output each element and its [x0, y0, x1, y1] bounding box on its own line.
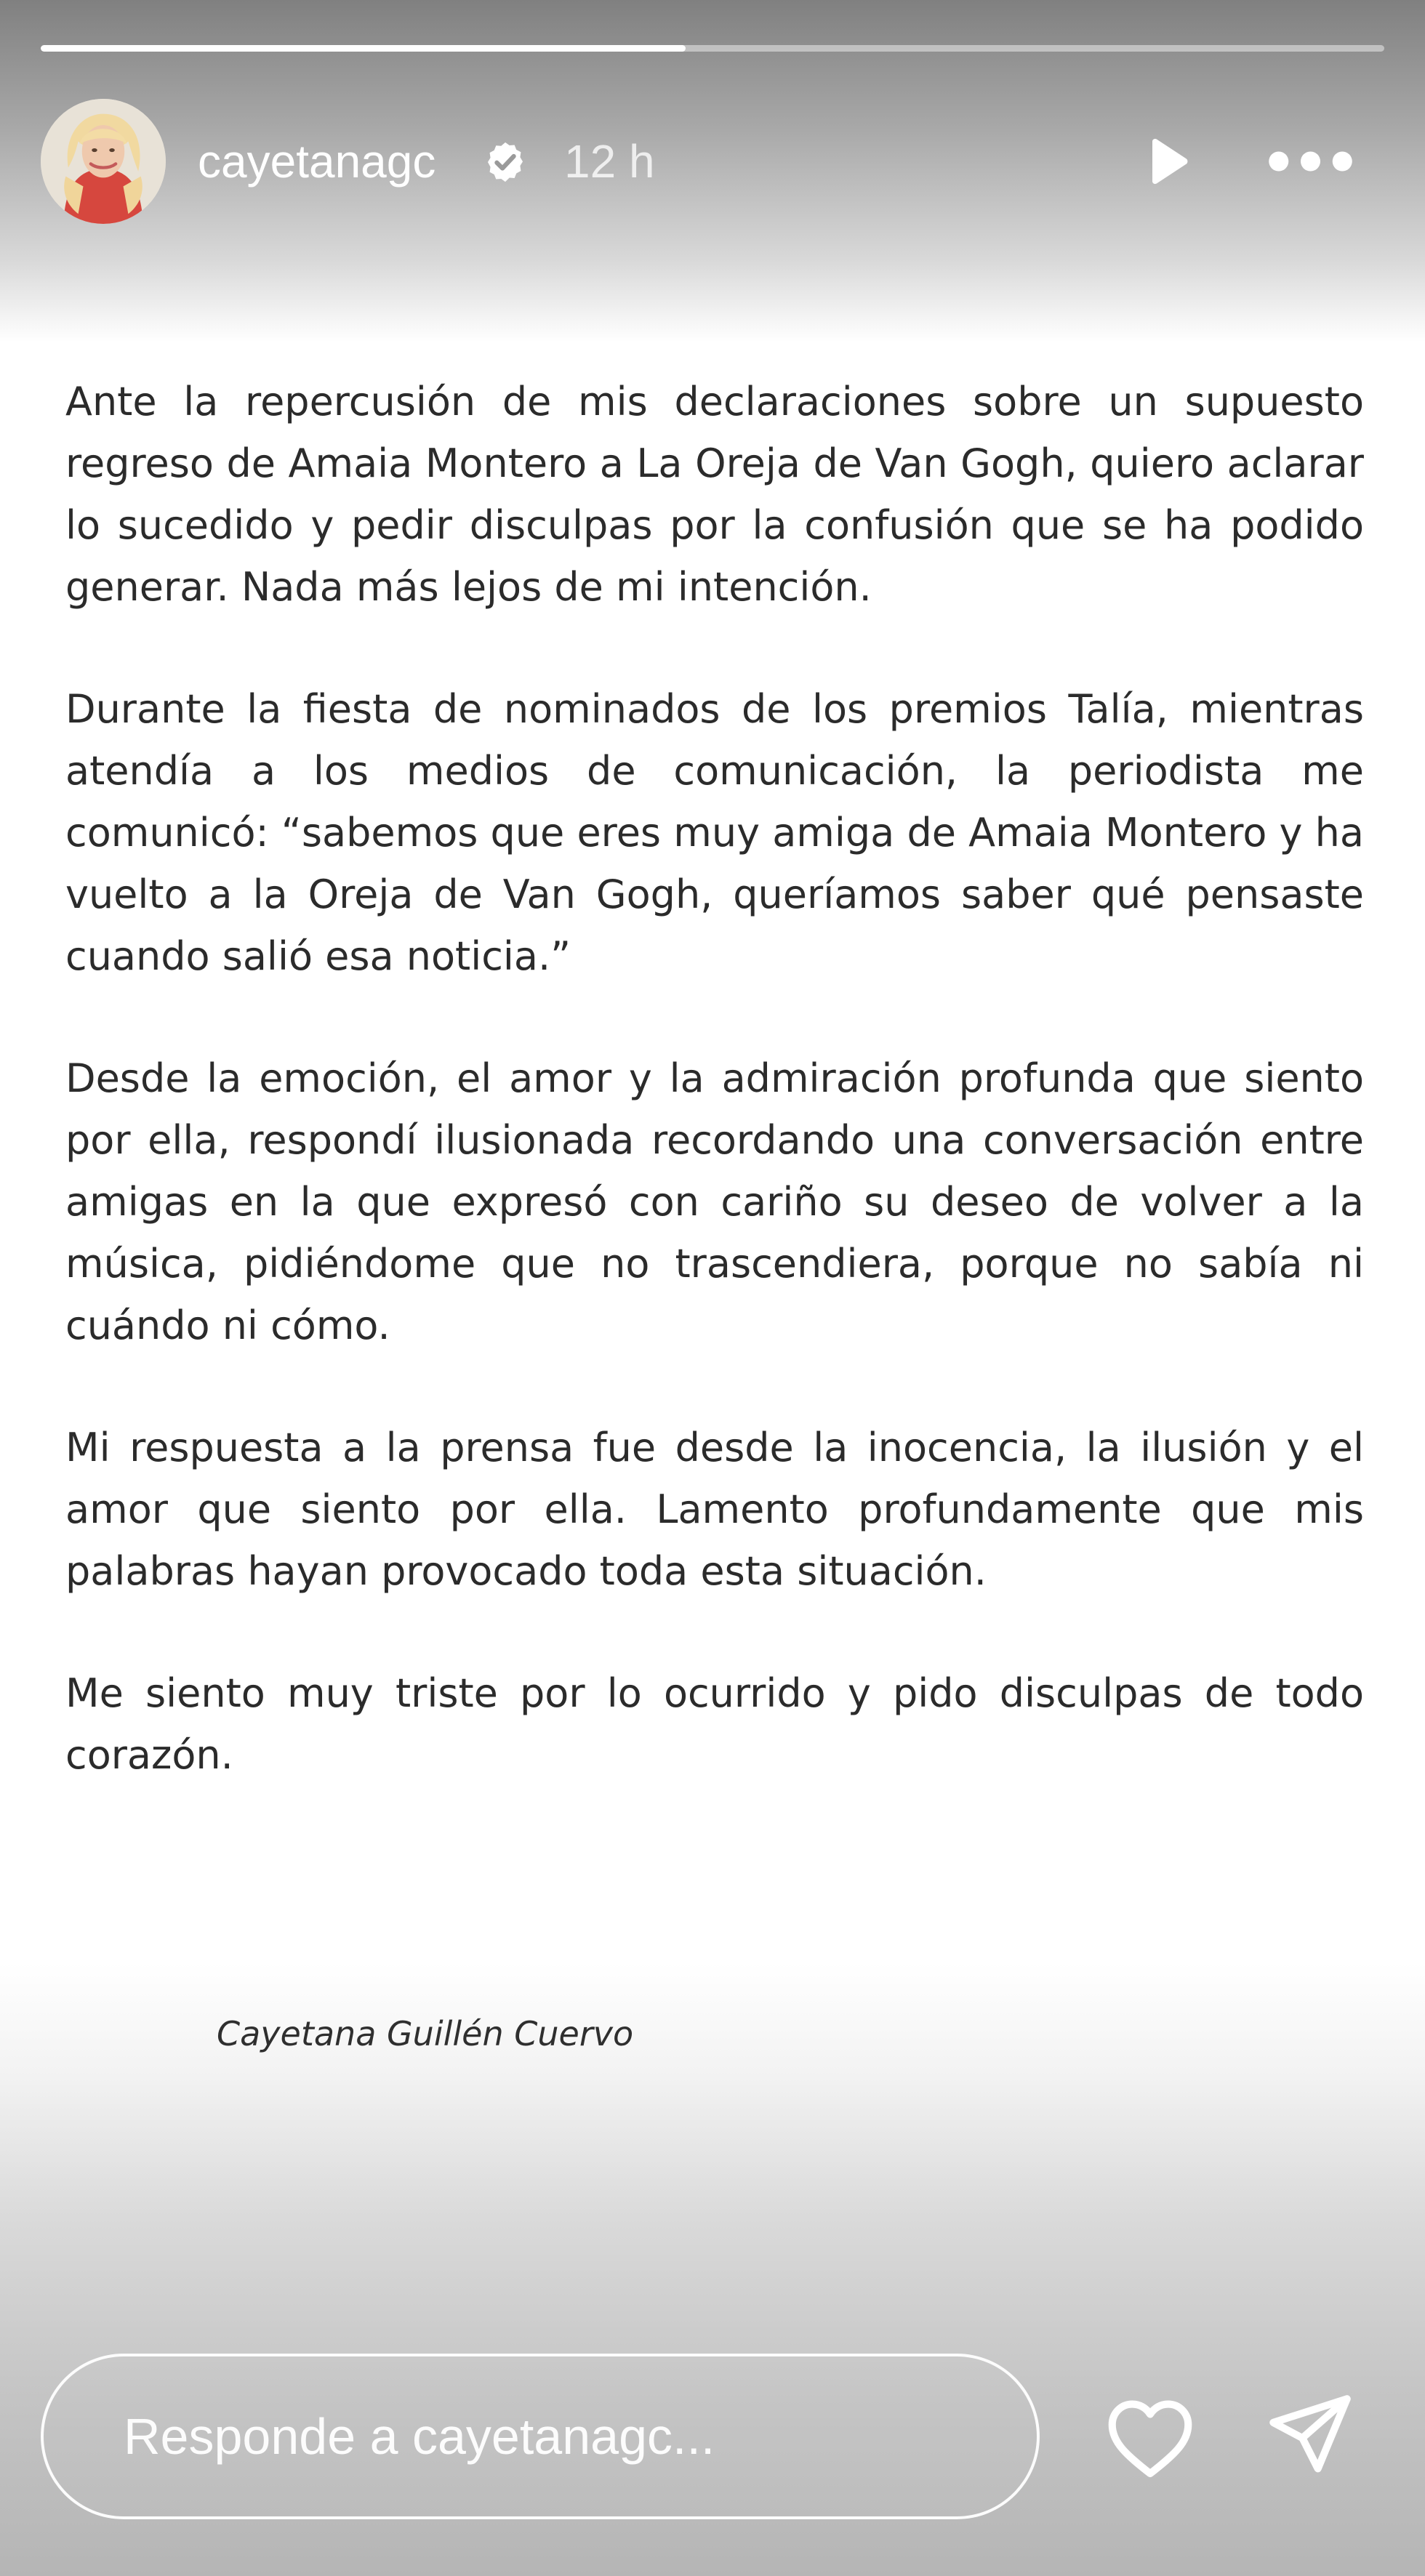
username[interactable]: cayetanagc: [198, 135, 436, 188]
avatar[interactable]: [41, 99, 166, 224]
paragraph: Durante la fiesta de nominados de los premios Talía, mientras atendía a los medios de comunicación, la periodista me comunicó: “sabemos que eres muy amiga de Amaia Montero y ha vuelto a la Oreja de Van Gogh, queríamos saber qué pensaste cuando salió esa noticia.”: [65, 686, 1364, 979]
story-header: [0, 94, 1425, 233]
verified-badge-icon: [483, 140, 528, 185]
avatar-image: [41, 99, 166, 224]
story-progress-bar: [41, 45, 1384, 52]
paragraph: Ante la repercusión de mis declaraciones sobre un supuesto regreso de Amaia Montero a La Oreja de Van Gogh, quiero aclarar lo sucedido y pedir disculpas por la confusión que se ha podido generar. Nada más lejos de mi intención.: [65, 379, 1364, 610]
paragraph: Me siento muy triste por lo ocurrido y pido disculpas de todo corazón.: [65, 1670, 1364, 1778]
more-icon[interactable]: [1265, 138, 1356, 185]
send-icon[interactable]: [1264, 2389, 1357, 2482]
paragraph: Mi respuesta a la prensa fue desde la inocencia, la ilusión y el amor que siento por ella. Lamento profundamente que mis palabras hayan provocado toda esta situación.: [65, 1425, 1364, 1594]
signature: Cayetana Guillén Cuervo: [217, 2014, 634, 2053]
reply-input[interactable]: [41, 2354, 1040, 2519]
reply-placeholder: Responde a cayetanagc...: [124, 2408, 715, 2465]
story-timestamp: 12 h: [564, 135, 655, 188]
heart-icon[interactable]: [1104, 2395, 1197, 2481]
play-icon[interactable]: [1138, 132, 1196, 190]
paragraph: Desde la emoción, el amor y la admiración profunda que siento por ella, respondí ilusionada recordando una conversación entre amigas en la que expresó con cariño su deseo de volver a la música, pidiéndome que no trascendiera, porque no sabía ni cuándo ni cómo.: [65, 1055, 1364, 1348]
statement-text: [65, 371, 1364, 1846]
progress-fill: [41, 45, 686, 52]
progress-track: [41, 45, 1384, 52]
